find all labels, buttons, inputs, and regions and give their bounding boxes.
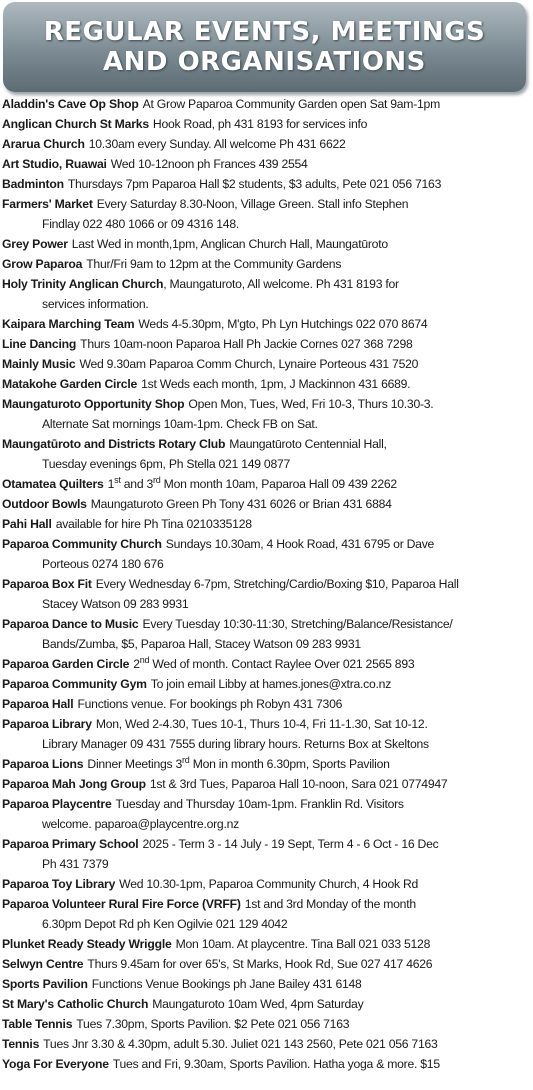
list-item bbox=[2, 894, 531, 934]
list-item bbox=[2, 1014, 531, 1034]
list-item bbox=[2, 574, 531, 614]
entry-details-continued: Library Manager 09 431 7555 during library hours. Returns Box at Skeltons bbox=[42, 737, 429, 751]
list-item bbox=[2, 874, 531, 894]
list-item bbox=[2, 374, 531, 394]
entry-name: Paparoa Toy Library bbox=[2, 877, 116, 891]
entry-details-continued: Findlay 022 480 1066 or 09 4316 148. bbox=[42, 217, 239, 231]
entry-details: Maungaturoto Green Ph Tony 431 6026 or Brian 431 6884 bbox=[90, 497, 392, 511]
list-item bbox=[2, 174, 531, 194]
list-item bbox=[2, 614, 531, 654]
entry-name: Mainly Music bbox=[2, 357, 76, 371]
list-item bbox=[2, 354, 531, 374]
list-item bbox=[2, 154, 531, 174]
entry-name: Paparoa Lions bbox=[2, 757, 84, 771]
entry-details: Thurs 9.45am for over 65's, St Marks, Hook Rd, Sue 027 417 4626 bbox=[87, 957, 433, 971]
entry-name: Plunket Ready Steady Wriggle bbox=[2, 937, 172, 951]
entry-name: Paparoa Primary School bbox=[2, 837, 139, 851]
list-item bbox=[2, 494, 531, 514]
list-item bbox=[2, 274, 531, 314]
entry-details: Tues 7.30pm, Sports Pavilion. $2 Pete 021 056 7163 bbox=[76, 1017, 350, 1031]
entry-name: Grow Paparoa bbox=[2, 257, 83, 271]
entry-name: Art Studio, Ruawai bbox=[2, 157, 107, 171]
entry-name: Farmers' Market bbox=[2, 197, 93, 211]
header-banner bbox=[3, 2, 526, 92]
list-item bbox=[2, 114, 531, 134]
entry-name: Anglican Church St Marks bbox=[2, 117, 149, 131]
entry-name: Tennis bbox=[2, 1037, 40, 1051]
page-title: REGULAR EVENTS, MEETINGS AND ORGANISATIONS bbox=[43, 17, 486, 77]
entry-details-continued: Ph 431 7379 bbox=[42, 857, 109, 871]
entry-name: Paparoa Hall bbox=[2, 697, 74, 711]
entry-details: Mon, Wed 2-4.30, Tues 10-1, Thurs 10-4, Fri 11-1.30, Sat 10-12. bbox=[95, 717, 428, 731]
list-item bbox=[2, 94, 531, 114]
list-item bbox=[2, 194, 531, 234]
entry-name: Holy Trinity Anglican Church bbox=[2, 277, 164, 291]
entry-details: 10.30am every Sunday. All welcome Ph 431 6622 bbox=[88, 137, 346, 151]
entry-name: Paparoa Playcentre bbox=[2, 797, 112, 811]
list-item bbox=[2, 654, 531, 674]
entry-details-continued: welcome. paparoa@playcentre.org.nz bbox=[42, 817, 239, 831]
entry-details: 1st & 3rd Tues, Paparoa Hall 10-noon, Sara 021 0774947 bbox=[149, 777, 448, 791]
entry-details: At Grow Paparoa Community Garden open Sat 9am-1pm bbox=[142, 97, 440, 111]
entry-name: Paparoa Community Church bbox=[2, 537, 162, 551]
entry-details-continued: services information. bbox=[42, 297, 149, 311]
entry-name: Paparoa Volunteer Rural Fire Force (VRFF) bbox=[2, 897, 241, 911]
entry-details: Tuesday and Thursday 10am-1pm. Franklin Rd. Visitors bbox=[115, 797, 404, 811]
entry-name: Paparoa Box Fit bbox=[2, 577, 92, 591]
entry-details: 1st and 3rd Mon month 10am, Paparoa Hall 09 439 2262 bbox=[107, 475, 397, 491]
entry-details: Every Tuesday 10:30-11:30, Stretching/Balance/Resistance/ bbox=[142, 617, 453, 631]
entry-name: Kaipara Marching Team bbox=[2, 317, 135, 331]
entry-name: Paparoa Mah Jong Group bbox=[2, 777, 146, 791]
list-item bbox=[2, 254, 531, 274]
list-item bbox=[2, 954, 531, 974]
entry-details: Functions venue. For bookings ph Robyn 431 7306 bbox=[77, 697, 343, 711]
entry-details: Thurs 10am-noon Paparoa Hall Ph Jackie Cornes 027 368 7298 bbox=[80, 337, 413, 351]
entry-details-continued: Stacey Watson 09 283 9931 bbox=[42, 597, 189, 611]
entry-name: Pahi Hall bbox=[2, 517, 52, 531]
entry-details: 1st and 3rd Monday of the month bbox=[244, 897, 416, 911]
entry-name: Line Dancing bbox=[2, 337, 77, 351]
list-item bbox=[2, 934, 531, 954]
entry-details: , Maungaturoto, All welcome. Ph 431 8193 for bbox=[163, 277, 399, 291]
list-item bbox=[2, 794, 531, 834]
entry-details: Maungatūroto Centennial Hall, bbox=[229, 437, 387, 451]
entry-name: Sports Pavilion bbox=[2, 977, 88, 991]
entry-details: 2nd Wed of month. Contact Raylee Over 021 2565 893 bbox=[133, 655, 415, 671]
entry-details: Open Mon, Tues, Wed, Fri 10-3, Thurs 10.30-3. bbox=[188, 397, 434, 411]
list-item bbox=[2, 234, 531, 254]
entry-details: Wed 10.30-1pm, Paparoa Community Church, 4 Hook Rd bbox=[119, 877, 419, 891]
list-item bbox=[2, 474, 531, 494]
entry-details: 2025 - Term 3 - 14 July - 19 Sept, Term 4 - 6 Oct - 16 Dec bbox=[142, 837, 439, 851]
entry-name: Paparoa Library bbox=[2, 717, 92, 731]
entry-name: Aladdin's Cave Op Shop bbox=[2, 97, 139, 111]
list-item bbox=[2, 514, 531, 534]
list-item bbox=[2, 134, 531, 154]
entry-name: Table Tennis bbox=[2, 1017, 73, 1031]
entry-details-continued: Alternate Sat mornings 10am-1pm. Check FB on Sat. bbox=[42, 417, 318, 431]
list-item bbox=[2, 674, 531, 694]
list-item bbox=[2, 774, 531, 794]
list-item bbox=[2, 994, 531, 1014]
entry-details-continued: 6.30pm Depot Rd ph Ken Ogilvie 021 129 4042 bbox=[42, 917, 288, 931]
entry-details: Tues and Fri, 9.30am, Sports Pavilion. Hatha yoga & more. $15 bbox=[112, 1057, 440, 1071]
list-item bbox=[2, 1034, 531, 1054]
entry-details: 1st Weds each month, 1pm, J Mackinnon 431 6689. bbox=[141, 377, 411, 391]
list-item bbox=[2, 314, 531, 334]
entry-name: Maungatūroto and Districts Rotary Club bbox=[2, 437, 226, 451]
list-item bbox=[2, 754, 531, 774]
entry-name: Matakohe Garden Circle bbox=[2, 377, 138, 391]
entry-details: Thur/Fri 9am to 12pm at the Community Gardens bbox=[86, 257, 342, 271]
list-item bbox=[2, 334, 531, 354]
list-item bbox=[2, 534, 531, 574]
list-item bbox=[2, 714, 531, 754]
entry-name: Paparoa Garden Circle bbox=[2, 657, 130, 671]
entry-details: Tues Jnr 3.30 & 4.30pm, adult 5.30. Juliet 021 143 2560, Pete 021 056 7163 bbox=[43, 1037, 438, 1051]
entry-name: St Mary's Catholic Church bbox=[2, 997, 149, 1011]
entry-details-continued: Porteous 0274 180 676 bbox=[42, 557, 164, 571]
entry-details: Every Saturday 8.30-Noon, Village Green. Stall info Stephen bbox=[96, 197, 409, 211]
list-item bbox=[2, 834, 531, 874]
entry-details: Wed 9.30am Paparoa Comm Church, Lynaire Porteous 431 7520 bbox=[79, 357, 419, 371]
entry-details: Every Wednesday 6-7pm, Stretching/Cardio/Boxing $10, Paparoa Hall bbox=[95, 577, 459, 591]
entry-name: Grey Power bbox=[2, 237, 68, 251]
entry-name: Paparoa Community Gym bbox=[2, 677, 147, 691]
entry-name: Maungaturoto Opportunity Shop bbox=[2, 397, 185, 411]
entry-name: Badminton bbox=[2, 177, 64, 191]
list-item bbox=[2, 694, 531, 714]
entry-details: Mon 10am. At playcentre. Tina Ball 021 033 5128 bbox=[175, 937, 431, 951]
entry-details: Hook Road, ph 431 8193 for services info bbox=[152, 117, 368, 131]
entry-details: Dinner Meetings 3rd Mon in month 6.30pm, Sports Pavilion bbox=[87, 755, 390, 771]
entry-name: Outdoor Bowls bbox=[2, 497, 87, 511]
events-list bbox=[2, 94, 531, 1074]
list-item bbox=[2, 974, 531, 994]
entry-name: Ararua Church bbox=[2, 137, 85, 151]
entry-details-continued: Tuesday evenings 6pm, Ph Stella 021 149 0877 bbox=[42, 457, 291, 471]
entry-details: available for hire Ph Tina 0210335128 bbox=[55, 517, 252, 531]
entry-name: Otamatea Quilters bbox=[2, 477, 104, 491]
list-item bbox=[2, 394, 531, 434]
list-item bbox=[2, 1054, 531, 1074]
entry-name: Yoga For Everyone bbox=[2, 1057, 109, 1071]
entry-details: Wed 10-12noon ph Frances 439 2554 bbox=[110, 157, 308, 171]
list-item bbox=[2, 434, 531, 474]
entry-details: Sundays 10.30am, 4 Hook Road, 431 6795 or Dave bbox=[165, 537, 435, 551]
entry-details: Weds 4-5.30pm, M'gto, Ph Lyn Hutchings 022 070 8674 bbox=[138, 317, 428, 331]
entry-details: To join email Libby at hames.jones@xtra.co.nz bbox=[150, 677, 392, 691]
entry-details: Last Wed in month,1pm, Anglican Church Hall, Maungatūroto bbox=[71, 237, 388, 251]
entry-details: Functions Venue Bookings ph Jane Bailey 431 6148 bbox=[91, 977, 362, 991]
entry-details: Thursdays 7pm Paparoa Hall $2 students, $3 adults, Pete 021 056 7163 bbox=[67, 177, 442, 191]
entry-name: Selwyn Centre bbox=[2, 957, 84, 971]
entry-details: Maungaturoto 10am Wed, 4pm Saturday bbox=[152, 997, 364, 1011]
entry-details-continued: Bands/Zumba, $5, Paparoa Hall, Stacey Watson 09 283 9931 bbox=[42, 637, 361, 651]
entry-name: Paparoa Dance to Music bbox=[2, 617, 139, 631]
